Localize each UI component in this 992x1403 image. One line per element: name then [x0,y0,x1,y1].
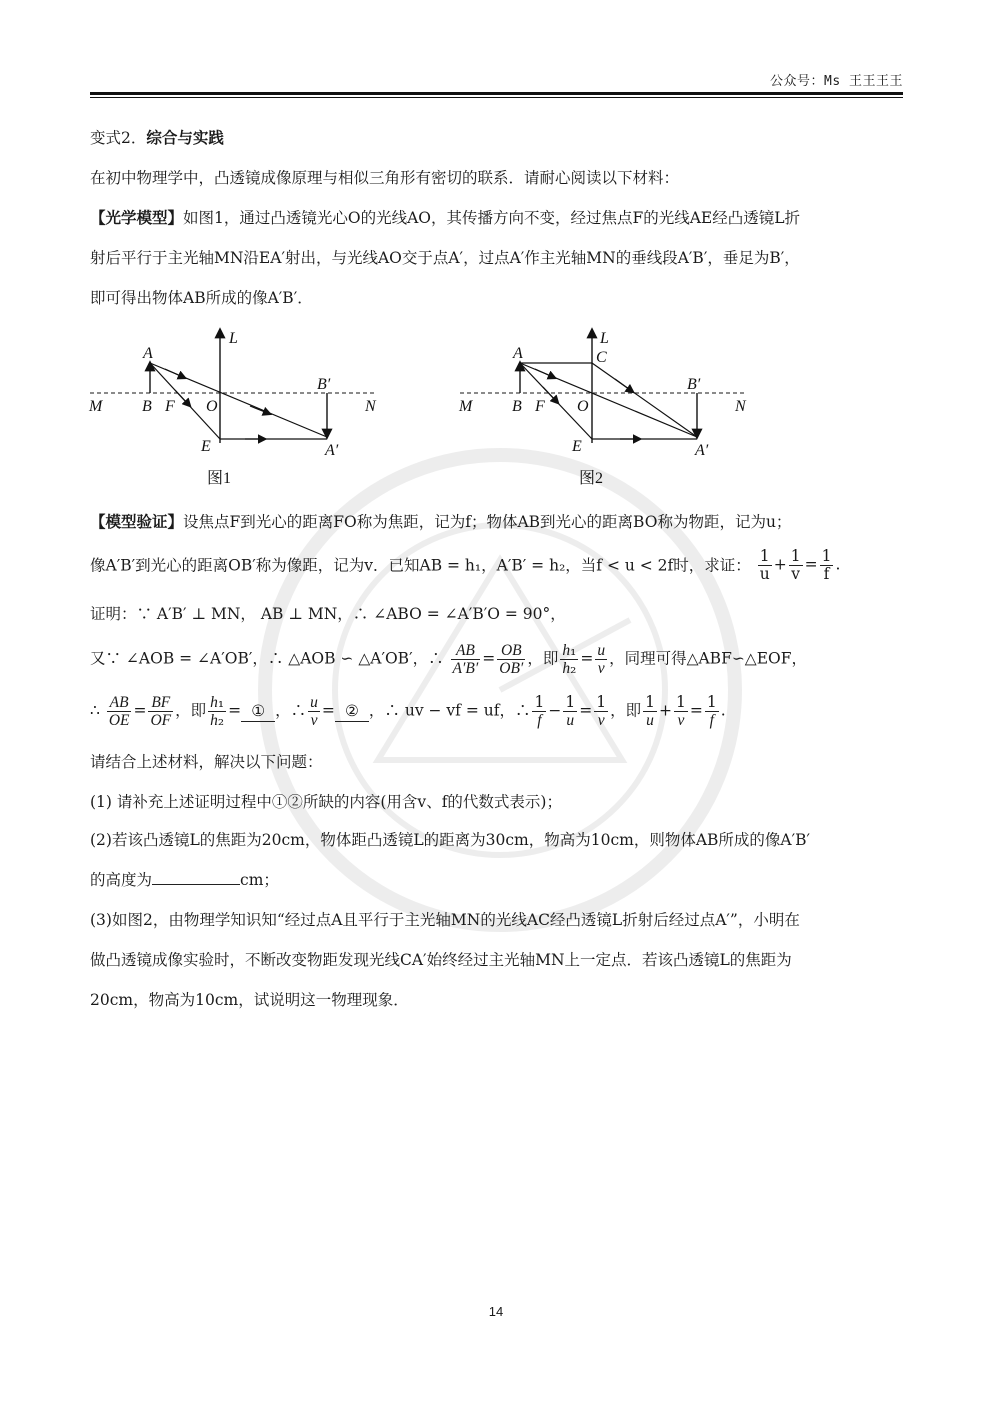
model-line-2: 射后平行于主光轴MN沿EA′射出，与光线AO交于点A′，过点A′作主光轴MN的垂线段A′B′，垂足为B′， [90,249,800,267]
header-text: 公众号：Ms 王王王王 [770,74,903,89]
proof-line-2b: ，即 [527,649,559,668]
fig2-label-L: L [600,330,609,347]
fig2-label-F: F [535,398,545,415]
question-3-line-3: 20cm，物高为10cm，试说明这一物理现象． [90,991,409,1009]
figure-2-diagram [455,325,765,490]
section-heading [90,128,224,148]
intro-text: 在初中物理学中，凸透镜成像原理与相似三角形有密切的联系．请耐心阅读以下材料： [90,169,680,187]
fig2-label-N: N [735,398,746,415]
blank-2: ② [335,701,369,722]
page-number: 14 [488,1304,504,1319]
fig1-label-L: L [229,330,238,347]
frac-1-over-u: $\frac{1}{u}$ [565,693,576,729]
eq-frac-1-over-f: $\frac{1}{f}$ [821,547,832,583]
proof-line-3d: ，即 [610,701,642,720]
eq-frac-1-over-v: $\frac{1}{v}$ [790,547,801,583]
proof-line-2a: 又∵ ∠AOB = ∠A′OB′，∴ △AOB ∽ △A′OB′，∴ [90,649,444,668]
fig1-label-E: E [201,438,211,455]
header-rule-thin [90,97,903,98]
fig1-label-A-prime: A′ [325,442,339,459]
verify-tag: 【模型验证】 [90,512,184,531]
fig1-label-B-prime: B′ [317,376,331,393]
verify-line-2: 像A′B′到光心的距离OB′称为像距，记为v．已知AB = h₁，A′B′ = h₂，当f < u < 2f时，求证： $\frac{1}{u}$ + $\frac{1}{v}$ = $\frac{1}{f}$ . [90,547,841,583]
section-title: 综合与实践 [146,128,224,147]
frac-BF-over-OF: $\frac{BF}{OF}$ [150,694,172,729]
frac-u-over-v-b: $\frac{u}{v}$ [310,694,318,729]
final-frac-1-over-u: $\frac{1}{u}$ [645,693,655,729]
fig2-label-M: M [459,398,473,415]
model-line-1 [90,208,800,228]
frac-1-over-v: $\frac{1}{v}$ [596,693,607,729]
proof-line-1: 证明：∵ A′B′ ⊥ MN， AB ⊥ MN，∴ ∠ABO = ∠A′B′O = 90°， [90,605,566,623]
fig1-label-F: F [165,398,175,415]
proof-line-2: 又∵ ∠AOB = ∠A′OB′，∴ △AOB ∽ △A′OB′，∴ $\frac{AB}{A'B'}$ = $\frac{OB}{OB'}$ ，即 $\frac{\text{h₁}}{\text{h₂}}$ = $\frac{u}{v}$ ，同理可得△ABF∽△EOF， [90,641,808,677]
verify-line-1 [90,512,791,532]
question-2-line-1: (2)若该凸透镜L的焦距为20cm，物体距凸透镜L的距离为30cm，物高为10cm，则物体AB所成的像A′B′ [90,831,811,849]
question-2-text: 的高度为 [90,871,153,889]
section-prefix: 变式2． [90,129,147,147]
answer-blank-height[interactable] [152,884,240,885]
question-3-line-1: (3)如图2，由物理学知识知“经过点A且平行于主光轴MN的光线AC经凸透镜L折射后经过点A′”，小明在 [90,911,800,929]
proof-line-3b: ，即 [175,701,207,720]
proof-line-3a: ∴ [90,701,100,720]
fig2-label-A-prime: A′ [695,442,709,459]
fig2-label-E: E [572,438,582,455]
fig1-label-A: A [143,345,153,362]
header-rule-thick [90,92,903,95]
proof-line-2c: ，同理可得△ABF∽△EOF， [609,649,808,668]
figure-1 [85,325,395,494]
frac-AB-over-ApBp: $\frac{AB}{A'B'}$ [452,642,479,677]
verify-text-1: 设焦点F到光心的距离FO称为焦距，记为f；物体AB到光心的距离BO称为物距，记为u； [183,513,792,531]
verify-text-2: 像A′B′到光心的距离OB′称为像距，记为v．已知AB = h₁，A′B′ = h₂，当f < u < 2f时，求证： [90,556,751,575]
final-frac-1-over-v: $\frac{1}{v}$ [675,693,686,729]
fig2-label-C: C [596,349,607,366]
question-3-line-2: 做凸透镜成像实验时，不断改变物距发现光线CA′始终经过主光轴MN上一定点．若该凸透镜L的焦距为 [90,951,792,969]
figure-2 [455,325,765,494]
fig1-label-O: O [206,398,218,415]
final-frac-1-over-f: $\frac{1}{f}$ [706,693,717,729]
model-tag: 【光学模型】 [90,208,184,227]
proof-line-3c: ，∴ uv − vf = uf，∴ [368,701,531,720]
fig2-label-B: B [512,398,522,415]
fig2-label-B-prime: B′ [687,376,701,393]
model-line-3: 即可得出物体AB所成的像A′B′． [90,289,313,307]
fig1-label-B: B [142,398,152,415]
blank-1: ① [241,701,275,722]
fig1-label-M: M [89,398,103,415]
fig1-caption: 图1 [207,470,232,487]
questions-lead: 请结合上述材料，解决以下问题： [90,753,323,771]
question-2-line-2 [90,870,279,890]
page-header [90,70,903,94]
frac-AB-over-OE: $\frac{AB}{OE}$ [108,694,130,729]
fig2-label-O: O [577,398,589,415]
fig2-label-A: A [513,345,523,362]
frac-1-over-f: $\frac{1}{f}$ [534,693,545,729]
fig1-label-N: N [365,398,376,415]
proof-line-3: ∴ $\frac{AB}{OE}$ = $\frac{BF}{OF}$ ，即 $\frac{\text{h₁}}{\text{h₂}}$ = ① ，∴ $\frac{u}{v}$ = ② ，∴ uv − vf = uf，∴ $\frac{1}{f}$ − $\frac{1}{u}$ = $\frac{1}{v}$ ，即 $\frac{1}{u}$ + $\frac{1}{v}$ = $\frac{1}{f}$ . [90,693,726,729]
frac-h1-over-h2: $\frac{\text{h₁}}{\text{h₂}}$ [562,641,577,677]
frac-OB-over-OBp: $\frac{OB}{OB'}$ [499,642,524,677]
fig2-caption: 图2 [579,470,604,487]
question-2-unit: cm； [240,871,279,889]
question-1: (1) 请补充上述证明过程中①②所缺的内容(用含v、f的代数式表示)； [90,793,562,811]
frac-u-over-v: $\frac{u}{v}$ [597,642,606,677]
figure-1-diagram [85,325,395,490]
eq-frac-1-over-u: $\frac{1}{u}$ [759,547,770,583]
model-text-1: 如图1，通过凸透镜光心O的光线AO，其传播方向不变，经过焦点F的光线AE经凸透镜L折 [183,209,801,227]
frac-h1-over-h2-b: $\frac{\text{h₁}}{\text{h₂}}$ [210,693,225,729]
